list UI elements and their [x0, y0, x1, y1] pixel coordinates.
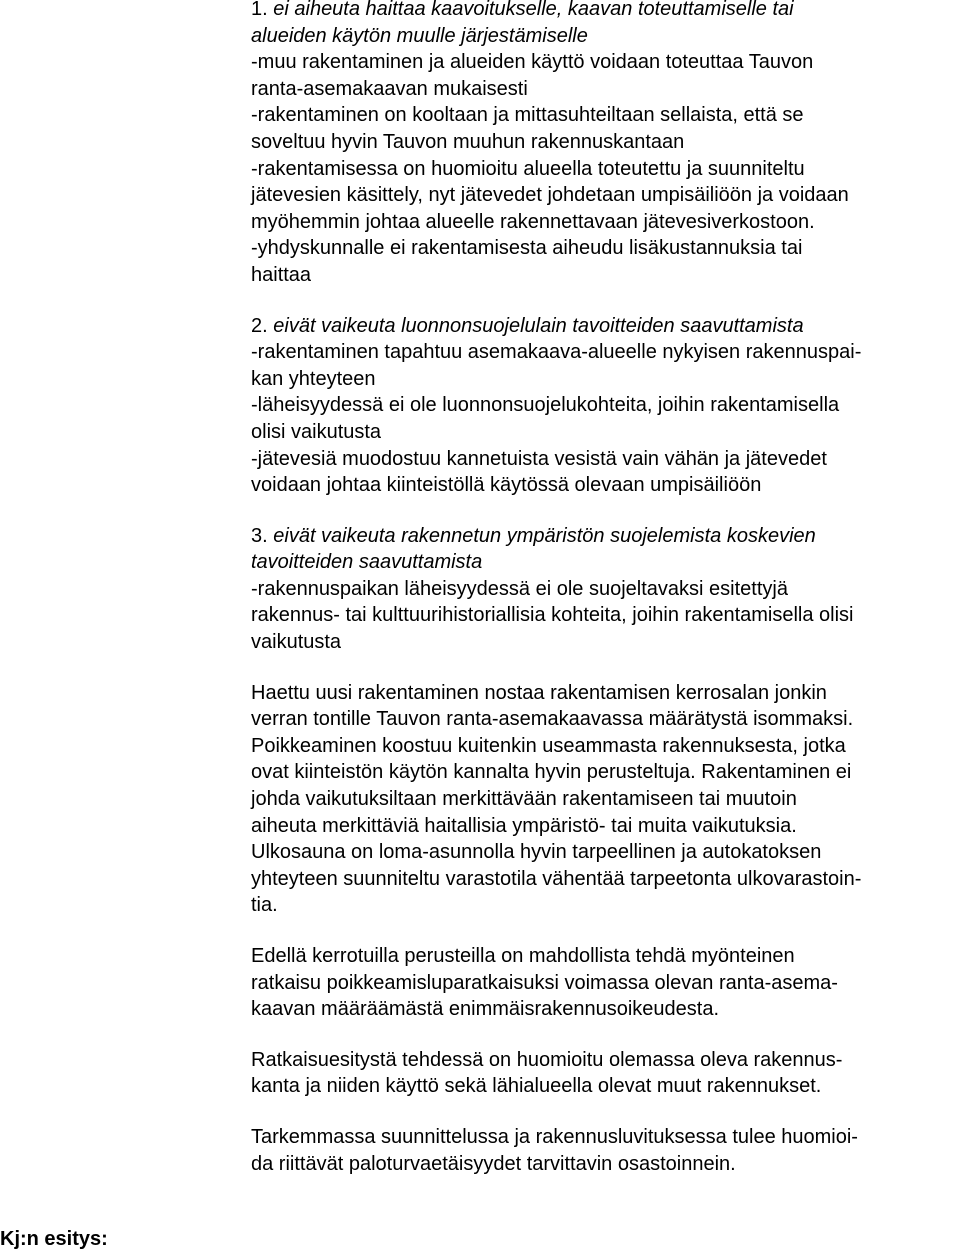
- criterion-2-line: olisi vaikutusta: [251, 420, 382, 443]
- criterion-1-number: 1.: [251, 0, 268, 20]
- criterion-3-number: 3.: [251, 524, 268, 547]
- criterion-2-number: 2.: [251, 314, 268, 337]
- criterion-3-line: vaikutusta: [251, 631, 342, 654]
- paragraph-fire-safety: [251, 1124, 959, 1177]
- criterion-1-heading: [251, 0, 959, 23]
- criterion-2-line: -jätevesiä muodostuu kannetuista vesistä vain vähän ja jätevedet: [251, 447, 827, 470]
- paragraph-line: ratkaisu poikkeamisluparatkaisuksi voimassa olevan ranta-asema-: [251, 971, 838, 994]
- kjn-proposal-label: Kj:n esitys:: [0, 1228, 108, 1250]
- criterion-1: [251, 0, 959, 289]
- criterion-3-heading: [251, 523, 959, 550]
- criterion-2-line: voidaan johtaa kiinteistöllä käytössä olevaan umpisäiliöön: [251, 474, 762, 497]
- paragraph-line: Haettu uusi rakentaminen nostaa rakentamisen kerrosalan jonkin: [251, 681, 827, 704]
- paragraph-line: Ulkosauna on loma-asunnolla hyvin tarpeellinen ja autokatoksen: [251, 841, 822, 864]
- criterion-1-line: -muu rakentaminen ja alueiden käyttö voidaan toteuttaa Tauvon: [251, 51, 814, 74]
- paragraph-line: tia.: [251, 894, 278, 917]
- paragraph-line: johda vaikutuksiltaan merkittävään rakentamiseen tai muutoin: [251, 788, 797, 811]
- criterion-2-line: -läheisyydessä ei ole luonnonsuojelukohteita, joihin rakentamisella: [251, 394, 840, 417]
- criterion-1-line: -yhdyskunnalle ei rakentamisesta aiheudu lisäkustannuksia tai: [251, 237, 803, 260]
- paragraph-line: Poikkeaminen koostuu kuitenkin useammasta rakennuksesta, jotka: [251, 734, 846, 757]
- criterion-2-line: -rakentaminen tapahtuu asemakaava-alueelle nykyisen rakennuspai-: [251, 341, 862, 364]
- criterion-1-line: soveltuu hyvin Tauvon muuhun rakennuskantaan: [251, 130, 685, 153]
- criterion-3: [251, 523, 959, 656]
- criterion-1-line: ranta-asemakaavan mukaisesti: [251, 77, 528, 100]
- paragraph-assessment: [251, 680, 959, 919]
- criterion-1-line: jätevesien käsittely, nyt jätevedet johdetaan umpisäiliöön ja voidaan: [251, 184, 849, 207]
- criterion-1-title: ei aiheuta haittaa kaavoitukselle, kaavan toteuttamiselle tai: [273, 0, 794, 20]
- criterion-1-line: myöhemmin johtaa alueelle rakennettavaan jätevesiverkostoon.: [251, 210, 815, 233]
- criterion-1-line: haittaa: [251, 263, 312, 286]
- paragraph-line: Ratkaisuesitystä tehdessä on huomioitu olemassa oleva rakennus-: [251, 1048, 843, 1071]
- criterion-3-line: rakennus- tai kulttuurihistoriallisia kohteita, joihin rakentamisella olisi: [251, 604, 854, 627]
- criterion-2-line: kan yhteyteen: [251, 367, 376, 390]
- criterion-3-title: eivät vaikeuta rakennetun ympäristön suojelemista koskevien: [273, 524, 816, 547]
- criterion-2: [251, 313, 959, 499]
- criterion-1-line: alueiden käytön muulle järjestämiselle: [251, 24, 588, 47]
- criterion-2-heading: [251, 313, 959, 340]
- paragraph-conclusion: [251, 943, 959, 1023]
- paragraph-line: Edellä kerrotuilla perusteilla on mahdollista tehdä myönteinen: [251, 945, 795, 967]
- paragraph-line: Tarkemmassa suunnittelussa ja rakennusluvituksessa tulee huomioi-: [251, 1125, 858, 1148]
- paragraph-existing-buildings: [251, 1047, 959, 1100]
- criterion-3-line: -rakennuspaikan läheisyydessä ei ole suojeltavaksi esitettyjä: [251, 577, 788, 600]
- paragraph-line: yhteyteen suunniteltu varastotila vähentää tarpeetonta ulkovarastoin-: [251, 867, 862, 890]
- criterion-1-line: -rakentamisessa on huomioitu alueella toteutettu ja suunniteltu: [251, 157, 805, 180]
- paragraph-line: kanta ja niiden käyttö sekä lähialueella olevat muut rakennukset.: [251, 1075, 822, 1098]
- paragraph-line: verran tontille Tauvon ranta-asemakaavassa määrätystä isommaksi.: [251, 708, 854, 731]
- paragraph-line: ovat kiinteistön käytön kannalta hyvin perusteltuja. Rakentaminen ei: [251, 761, 852, 784]
- paragraph-line: da riittävät paloturvaetäisyydet tarvittavin osastoinnein.: [251, 1152, 736, 1175]
- document-body: [251, 0, 959, 1201]
- criterion-1-line: -rakentaminen on kooltaan ja mittasuhteiltaan sellaista, että se: [251, 104, 804, 127]
- paragraph-line: aiheuta merkittäviä haitallisia ympäristö- tai muita vaikutuksia.: [251, 814, 797, 837]
- criterion-2-title: eivät vaikeuta luonnonsuojelulain tavoitteiden saavuttamista: [273, 314, 804, 337]
- paragraph-line: kaavan määräämästä enimmäisrakennusoikeudesta.: [251, 998, 720, 1021]
- criterion-3-title-continued: tavoitteiden saavuttamista: [251, 551, 483, 574]
